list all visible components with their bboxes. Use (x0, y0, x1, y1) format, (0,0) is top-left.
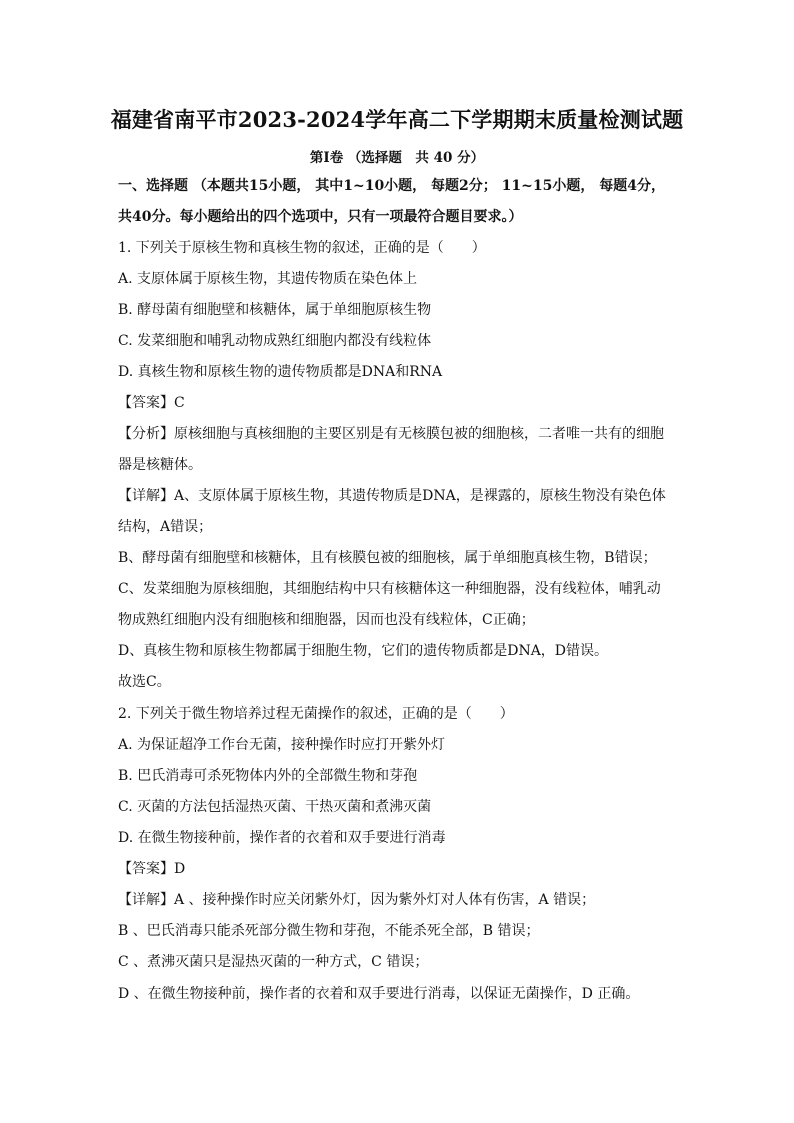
question-2-explanation-line-4: D 、在微生物接种前，操作者的衣着和双手要进行消毒，以保证无菌操作，D 正确。 (118, 986, 640, 1002)
question-1-option-b: B. 酵母菌有细胞壁和核糖体，属于单细胞原核生物 (118, 302, 432, 318)
question-2-explanation-line-2: B 、巴氏消毒只能杀死部分微生物和芽孢，不能杀死全部，B 错误； (118, 923, 540, 939)
instruction-line-1: 一、选择题 （本题共15小题， 其中1~10小题， 每题2分； 11~15小题， 每题4分， (118, 178, 665, 194)
question-2-explanation-line-1: 【详解】A 、接种操作时应关闭紫外灯，因为紫外灯对人体有伤害，A 错误； (118, 892, 596, 908)
question-1-explanation-line-5: 物成熟红细胞内没有细胞核和细胞器，因而也没有线粒体，C正确； (118, 612, 535, 628)
question-1-explanation-line-4: C、发菜细胞为原核细胞，其细胞结构中只有核糖体这一种细胞器，没有线粒体，哺乳动 (118, 581, 661, 597)
question-2-answer: 【答案】D (118, 861, 186, 877)
question-1-option-d: D. 真核生物和原核生物的遗传物质都是DNA和RNA (118, 364, 443, 380)
question-1-analysis-line-1: 【分析】原核细胞与真核细胞的主要区别是有无核膜包被的细胞核，二者唯一共有的细胞 (118, 426, 664, 442)
instruction-line-2: 共40分。每小题给出的四个选项中，只有一项最符合题目要求。） (118, 209, 523, 225)
question-1-explanation-line-6: D、真核生物和原核生物都属于细胞生物，它们的遗传物质都是DNA，D错误。 (118, 643, 609, 659)
question-2-explanation-line-3: C 、煮沸灭菌只是湿热灭菌的一种方式，C 错误； (118, 954, 429, 970)
question-2-option-d: D. 在微生物接种前，操作者的衣着和双手要进行消毒 (118, 830, 446, 846)
question-2-stem: 2. 下列关于微生物培养过程无菌操作的叙述，正确的是（ ） (118, 706, 514, 722)
document-title: 福建省南平市2023-2024学年高二下学期期末质量检测试题 (110, 107, 684, 132)
question-1-option-c: C. 发菜细胞和哺乳动物成熟红细胞内都没有线粒体 (118, 333, 432, 349)
question-1-stem: 1. 下列关于原核生物和真核生物的叙述，正确的是（ ） (118, 240, 486, 256)
question-2-option-c: C. 灭菌的方法包括湿热灭菌、干热灭菌和煮沸灭菌 (118, 799, 432, 815)
question-1-conclusion: 故选C。 (118, 674, 171, 690)
question-1-answer: 【答案】C (118, 395, 185, 411)
section-heading: 第Ⅰ卷 （选择题 共 40 分） (309, 150, 485, 166)
question-1-option-a: A. 支原体属于原核生物，其遗传物质在染色体上 (118, 271, 418, 287)
question-1-explanation-line-1: 【详解】A、支原体属于原核生物，其遗传物质是DNA，是裸露的，原核生物没有染色体 (118, 488, 666, 504)
question-1-explanation-line-3: B、酵母菌有细胞壁和核糖体，且有核膜包被的细胞核，属于单细胞真核生物，B错误； (118, 550, 657, 566)
question-1-analysis-line-2: 器是核糖体。 (118, 457, 202, 473)
question-2-option-b: B. 巴氏消毒可杀死物体内外的全部微生物和芽孢 (118, 768, 418, 784)
question-2-option-a: A. 为保证超净工作台无菌，接种操作时应打开紫外灯 (118, 737, 446, 753)
question-1-explanation-line-2: 结构，A错误； (118, 519, 213, 535)
